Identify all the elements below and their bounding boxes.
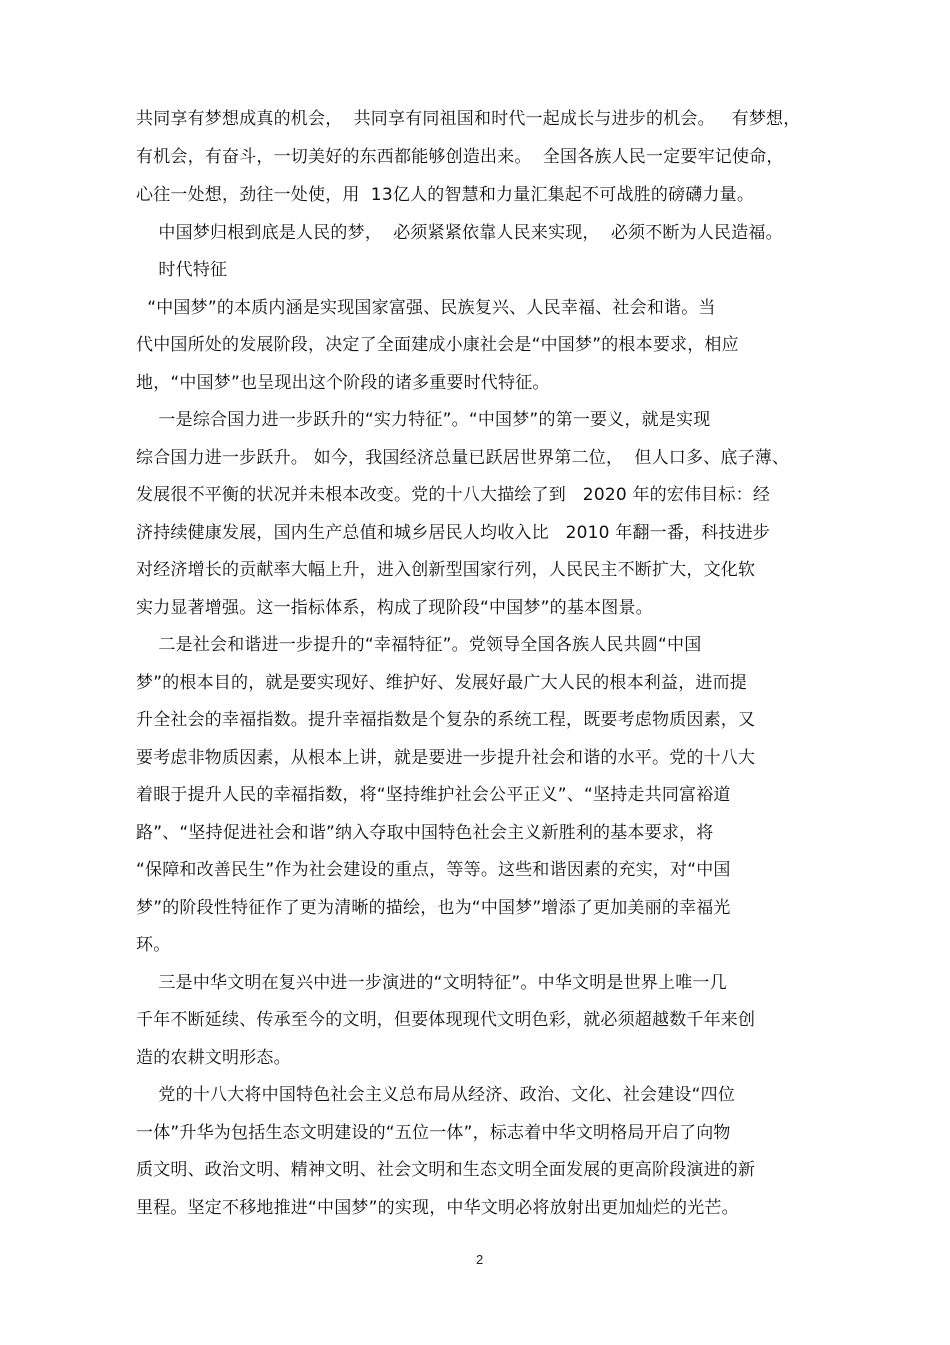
text-line: 二是社会和谐进一步提升的“幸福特征”。党领导全国各族人民共圆“中国	[136, 635, 702, 655]
text-line: 造的农耕文明形态。	[136, 1048, 291, 1068]
text-line: 要考虑非物质因素，从根本上讲，就是要进一步提升社会和谐的水平。党的十八大	[136, 748, 756, 768]
text-line: 综合国力进一步跃升。 如今，我国经济总量已跃居世界第二位， 但人口多、底子薄、	[136, 448, 790, 468]
text-line: 环。	[136, 935, 171, 955]
text-line: 心往一处想，劲往一处使，用 13亿人的智慧和力量汇集起不可战胜的磅礴力量。	[136, 185, 755, 205]
section-heading: 时代特征	[136, 260, 228, 280]
text-line: 济持续健康发展，国内生产总值和城乡居民人均收入比 2010 年翻一番，科技进步	[136, 523, 771, 543]
text-line: 千年不断延续、传承至今的文明，但要体现现代文明色彩，就必须超越数千年来创	[136, 1010, 756, 1030]
text-line: 着眼于提升人民的幸福指数，将“坚持维护社会公平正义”、“坚持走共同富裕道	[136, 785, 731, 805]
text-line: 路”、“坚持促进社会和谐”纳入夺取中国特色社会主义新胜利的基本要求，将	[136, 823, 714, 843]
text-line: 三是中华文明在复兴中进一步演进的“文明特征”。中华文明是世界上唯一几	[136, 973, 727, 993]
text-line: 代中国所处的发展阶段，决定了全面建成小康社会是“中国梦”的根本要求，相应	[136, 335, 739, 355]
page-number: 2	[476, 1252, 484, 1267]
text-line: 一是综合国力进一步跃升的“实力特征”。“中国梦”的第一要义，就是实现	[136, 410, 711, 430]
text-line: 实力显著增强。这一指标体系，构成了现阶段“中国梦”的基本图景。	[136, 598, 653, 618]
text-line: 党的十八大将中国特色社会主义总布局从经济、政治、文化、社会建设“四位	[136, 1085, 736, 1105]
text-line: 升全社会的幸福指数。提升幸福指数是个复杂的系统工程，既要考虑物质因素，又	[136, 710, 756, 730]
text-line: 发展很不平衡的状况并未根本改变。党的十八大描绘了到 2020 年的宏伟目标：经	[136, 485, 771, 505]
text-line: 一体”升华为包括生态文明建设的“五位一体”，标志着中华文明格局开启了向物	[136, 1123, 731, 1143]
text-line: “保障和改善民生”作为社会建设的重点，等等。这些和谐因素的充实，对“中国	[136, 860, 731, 880]
text-line: 里程。坚定不移地推进“中国梦”的实现，中华文明必将放射出更加灿烂的光芒。	[136, 1198, 739, 1218]
text-line: 中国梦归根到底是人民的梦， 必须紧紧依靠人民来实现， 必须不断为人民造福。	[136, 223, 783, 243]
text-line: “中国梦”的本质内涵是实现国家富强、民族复兴、人民幸福、社会和谐。当	[136, 298, 716, 318]
text-line: 对经济增长的贡献率大幅上升，进入创新型国家行列，人民民主不断扩大，文化软	[136, 560, 756, 580]
text-line: 质文明、政治文明、精神文明、社会文明和生态文明全面发展的更高阶段演进的新	[136, 1160, 756, 1180]
text-line: 梦”的根本目的，就是要实现好、维护好、发展好最广大人民的根本利益，进而提	[136, 673, 748, 693]
text-line: 共同享有梦想成真的机会， 共同享有同祖国和时代一起成长与进步的机会。 有梦想，	[136, 109, 801, 129]
text-line: 梦”的阶段性特征作了更为清晰的描绘，也为“中国梦”增添了更加美丽的幸福光	[136, 898, 731, 918]
text-line: 地，“中国梦”也呈现出这个阶段的诸多重要时代特征。	[136, 373, 550, 393]
text-line: 有机会，有奋斗，一切美好的东西都能够创造出来。 全国各族人民一定要牢记使命，	[136, 147, 784, 167]
